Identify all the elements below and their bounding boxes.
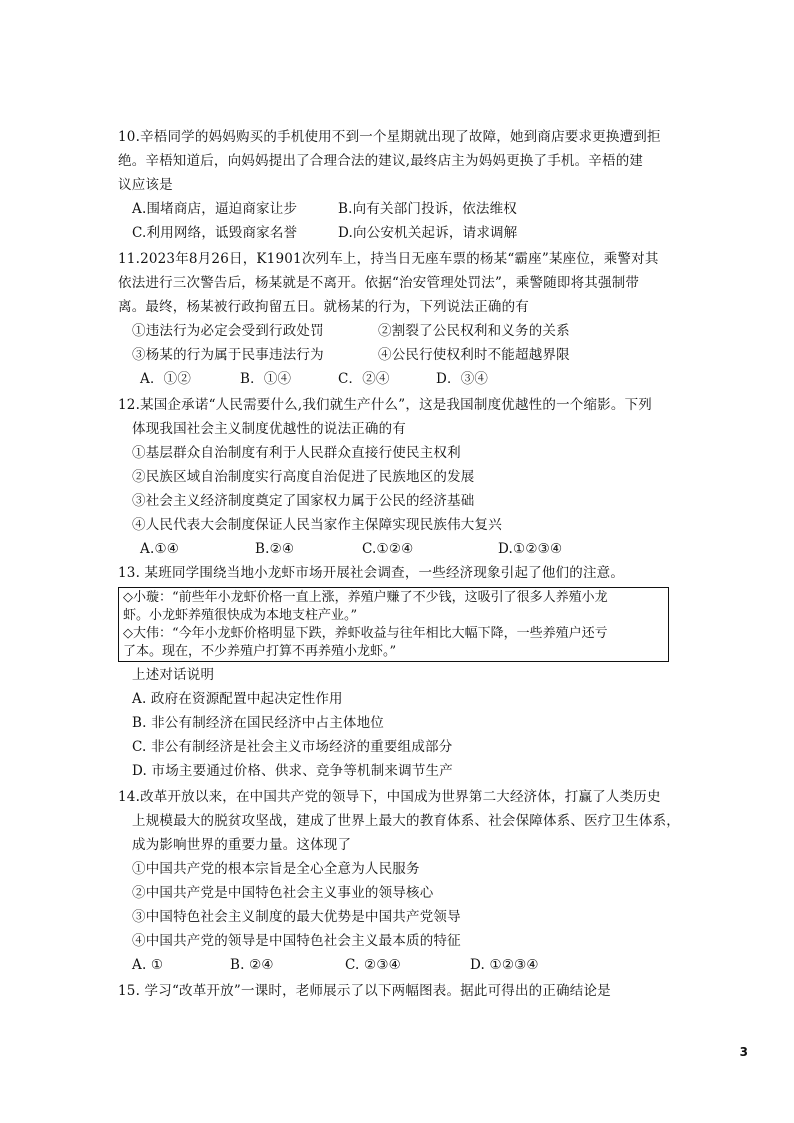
q12-option-a: A.①④ <box>140 541 180 557</box>
q10-option-b: B.向有关部门投诉，依法维权 <box>338 201 518 217</box>
q10-stem-line-2: 绝。辛梧知道后，向妈妈提出了合理合法的建议,最终店主为妈妈更换了手机。辛梧的建 <box>118 153 644 169</box>
q13-box-line-3: ◇大伟：“今年小龙虾价格明显下跌，养虾收益与往年相比大幅下降，一些养殖户还亏 <box>123 626 608 641</box>
q13-stem: 13. 某班同学围绕当地小龙虾市场开展社会调查，一些经济现象引起了他们的注意。 <box>118 565 625 581</box>
q14-option-a: A. ① <box>132 957 164 973</box>
q11-statement-4: ④公民行使权利时不能超越界限 <box>378 347 570 363</box>
page-number: 3 <box>739 1045 748 1059</box>
q13-option-c: C. 非公有制经济是社会主义市场经济的重要组成部分 <box>132 739 453 755</box>
q14-stem-line-2: 上规模最大的脱贫攻坚战，建成了世界上最大的教育体系、社会保障体系、医疗卫生体系， <box>132 813 680 829</box>
q13-option-a: A. 政府在资源配置中起决定性作用 <box>132 691 343 707</box>
q11-option-d: D．③④ <box>436 371 489 387</box>
q12-option-d: D.①②③④ <box>498 541 563 557</box>
q11-stem-line-1: 11.2023年8月26日，K1901次列车上，持当日无座车票的杨某“霸座”某座位，乘警对其 <box>118 251 659 267</box>
q11-statement-3: ③杨某的行为属于民事违法行为 <box>132 347 324 363</box>
q12-statement-1: ①基层群众自治制度有利于人民群众直接行使民主权利 <box>132 445 461 461</box>
q11-statement-2: ②割裂了公民权利和义务的关系 <box>378 323 570 339</box>
q14-statement-3: ③中国特色社会主义制度的最大优势是中国共产党领导 <box>132 909 461 925</box>
q10-stem-line-1: 10.辛梧同学的妈妈购买的手机使用不到一个星期就出现了故障，她到商店要求更换遭到拒 <box>118 129 661 145</box>
q10-option-a: A.围堵商店，逼迫商家让步 <box>132 201 298 217</box>
q13-option-b: B. 非公有制经济在国民经济中占主体地位 <box>132 715 385 731</box>
q12-statement-2: ②民族区域自治制度实行高度自治促进了民族地区的发展 <box>132 469 475 485</box>
q12-option-b: B.②④ <box>255 541 295 557</box>
q11-statement-1: ①违法行为必定会受到行政处罚 <box>132 323 324 339</box>
q14-option-b: B. ②④ <box>230 957 274 973</box>
q14-option-d: D. ①②③④ <box>470 957 539 973</box>
q13-box-line-1: ◇小璇：“前些年小龙虾价格一直上涨，养殖户赚了不少钱，这吸引了很多人养殖小龙 <box>123 590 608 605</box>
q11-option-c: C．②④ <box>338 371 390 387</box>
q12-stem-line-1: 12.某国企承诺“人民需要什么,我们就生产什么”，这是我国制度优越性的一个缩影。下列 <box>118 397 652 413</box>
q13-box-line-2: 虾。小龙虾养殖很快成为本地支柱产业。” <box>123 608 358 623</box>
q11-stem-line-3: 离。最终，杨某被行政拘留五日。就杨某的行为，下列说法正确的有 <box>118 299 529 315</box>
q11-option-a: A．①② <box>140 371 192 387</box>
q11-option-b: B．①④ <box>240 371 292 387</box>
q12-statement-3: ③社会主义经济制度奠定了国家权力属于公民的经济基础 <box>132 493 475 509</box>
q14-stem-line-3: 成为影响世界的重要力量。这体现了 <box>132 837 352 853</box>
q15-stem: 15. 学习“改革开放”一课时，老师展示了以下两幅图表。据此可得出的正确结论是 <box>118 983 611 999</box>
q12-option-c: C.①②④ <box>362 541 414 557</box>
q14-statement-4: ④中国共产党的领导是中国特色社会主义最本质的特征 <box>132 933 461 949</box>
q12-stem-line-2: 体现我国社会主义制度优越性的说法正确的有 <box>132 421 406 437</box>
q14-statement-1: ①中国共产党的根本宗旨是全心全意为人民服务 <box>132 861 420 877</box>
q10-stem-line-3: 议应该是 <box>118 177 173 193</box>
q14-option-c: C. ②③④ <box>345 957 401 973</box>
q13-option-d: D. 市场主要通过价格、供求、竞争等机制来调节生产 <box>132 763 453 779</box>
q10-option-d: D.向公安机关起诉，请求调解 <box>338 225 518 241</box>
q13-dialogue-box <box>118 587 669 662</box>
q14-stem-line-1: 14.改革开放以来，在中国共产党的领导下，中国成为世界第二大经济体，打赢了人类历史 <box>118 789 661 805</box>
q13-box-line-4: 了本。现在，不少养殖户打算不再养殖小龙虾。” <box>123 644 397 659</box>
q13-prompt: 上述对话说明 <box>132 667 215 683</box>
q14-statement-2: ②中国共产党是中国特色社会主义事业的领导核心 <box>132 885 434 901</box>
q12-statement-4: ④人民代表大会制度保证人民当家作主保障实现民族伟大复兴 <box>132 517 502 533</box>
q10-option-c: C.利用网络，诋毁商家名誉 <box>132 225 298 241</box>
q11-stem-line-2: 依法进行三次警告后，杨某就是不离开。依据“治安管理处罚法”，乘警随即将其强制带 <box>118 275 640 291</box>
